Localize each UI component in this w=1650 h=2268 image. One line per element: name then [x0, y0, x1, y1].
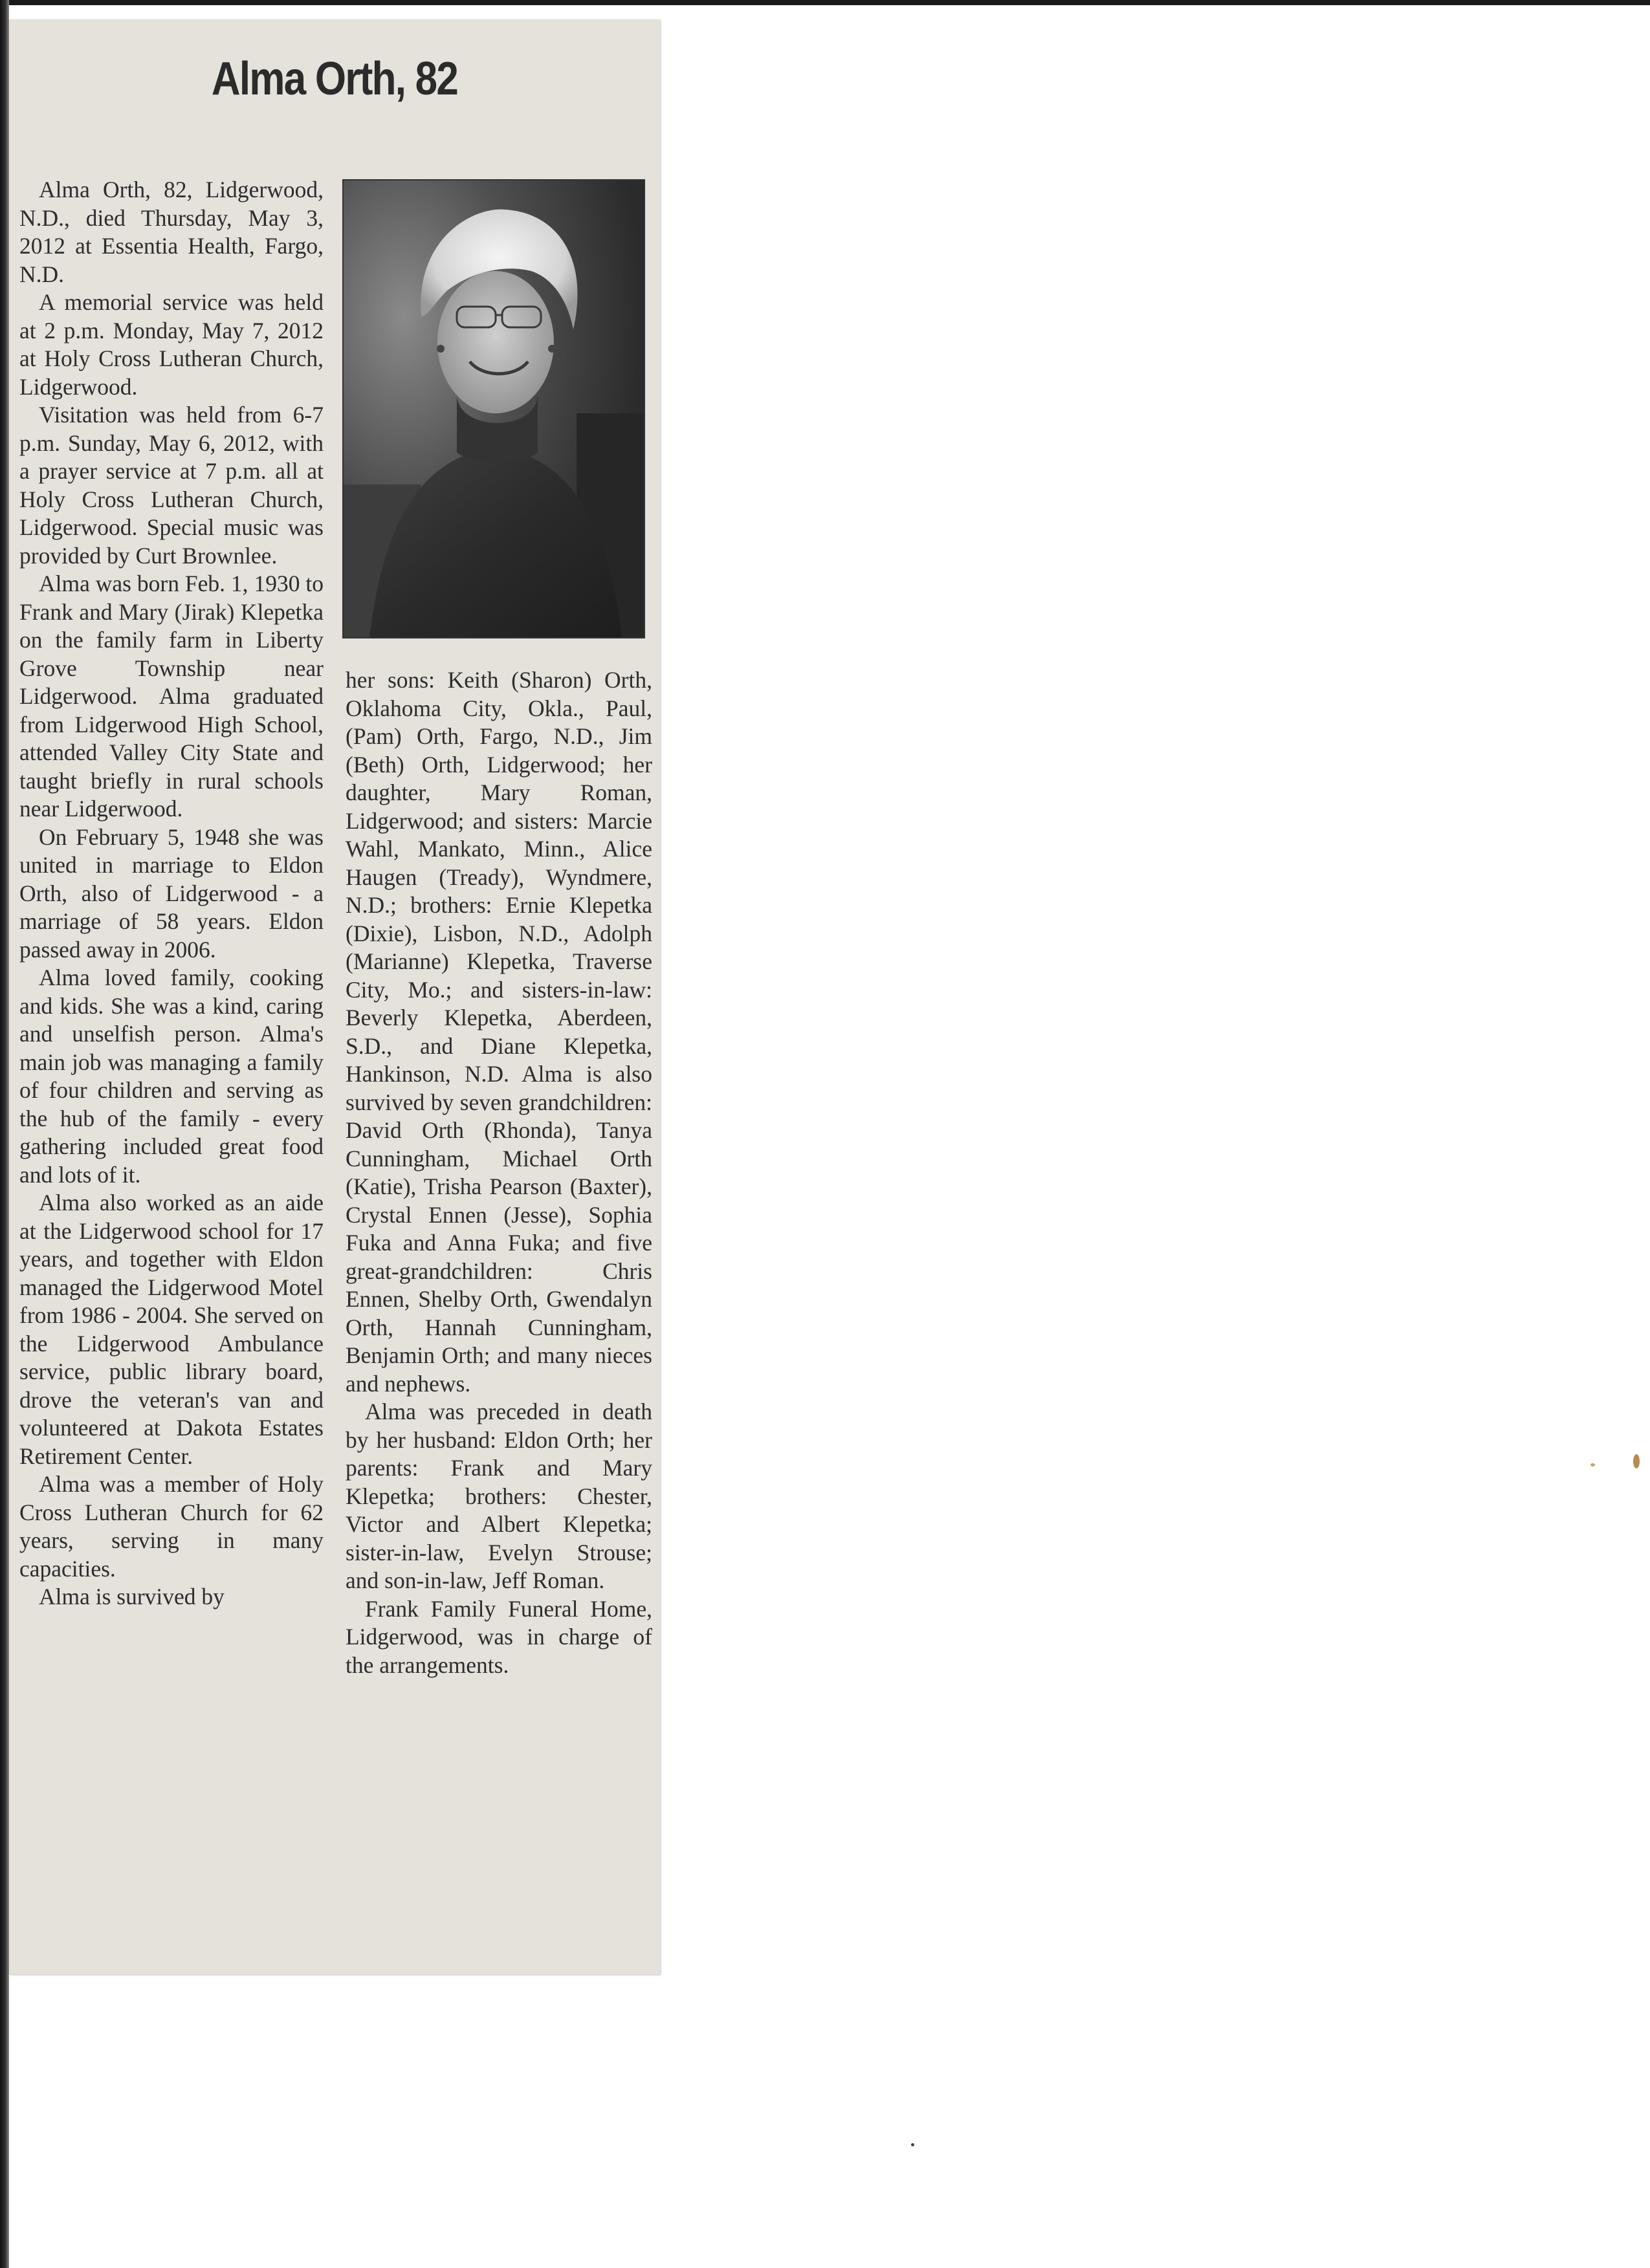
newspaper-clipping	[9, 19, 660, 1974]
obituary-paragraph: Alma Orth, 82, Lidgerwood, N.D., died Thursday, May 3, 2012 at Essentia Health, Fargo, N.D.	[19, 177, 324, 287]
scan-top-edge	[0, 0, 1650, 5]
scan-left-edge	[0, 0, 9, 2268]
obituary-headline: Alma Orth, 82	[211, 53, 458, 105]
obituary-paragraph: Alma was born Feb. 1, 1930 to Frank and Mary (Jirak) Klepetka on the family farm in Liberty Grove Township near Lidgerwood. Alma graduated from Lidgerwood High School, attended Valley City State and taught briefly in rural schools near Lidgerwood.	[19, 571, 324, 822]
paper-stain	[1590, 1463, 1595, 1467]
obituary-paragraph: her sons: Keith (Sharon) Orth, Oklahoma City, Okla., Paul, (Pam) Orth, Fargo, N.D., Jim (Beth) Orth, Lidgerwood; her daughter, Mary Roman, Lidgerwood; and sisters: Marcie Wahl, Mankato, Minn., Alice Haugen (Tready), Wyndmere, N.D.; brothers: Ernie Klepetka (Dixie), Lisbon, N.D., Adolph (Marianne) Klepetka, Traverse City, Mo.; and sisters-in-law: Beverly Klepetka, Aberdeen, S.D., and Diane Klepetka, Hankinson, N.D. Alma is also survived by seven grandchildren: David Orth (Rhonda), Tanya Cunningham, Michael Orth (Katie), Trisha Pearson (Baxter), Crystal Ennen (Jesse), Sophia Fuka and Anna Fuka; and five great-grandchildren: Chris Ennen, Shelby Orth, Gwendalyn Orth, Hannah Cunningham, Benjamin Orth; and many nieces and nephews.	[346, 667, 652, 1397]
obituary-paragraph: Alma is survived by	[39, 1584, 225, 1609]
obituary-paragraph: On February 5, 1948 she was united in marriage to Eldon Orth, also of Lidgerwood - a marriage of 58 years. Eldon passed away in 2006.	[19, 823, 324, 963]
obituary-paragraph: Visitation was held from 6-7 p.m. Sunday, May 6, 2012, with a prayer service at 7 p.m. all at Holy Cross Lutheran Church, Lidgerwood. Special music was provided by Curt Brownlee.	[19, 402, 324, 569]
obituary-left-column	[19, 176, 324, 1611]
obituary-paragraph: Alma was preceded in death by her husband: Eldon Orth; her parents: Frank and Mary Klepetka; brothers: Chester, Victor and Albert Klepetka; sister-in-law, Evelyn Strouse; and son-in-law, Jeff Roman.	[346, 1399, 652, 1593]
obituary-paragraph: A memorial service was held at 2 p.m. Monday, May 7, 2012 at Holy Cross Lutheran Church, Lidgerwood.	[19, 289, 324, 400]
obituary-paragraph: Alma loved family, cooking and kids. She was a kind, caring and unselfish person. Alma's main job was managing a family of four children and serving as the hub of the family - every gathering included great food and lots of it.	[19, 965, 324, 1188]
paper-stain	[1633, 1454, 1640, 1468]
scan-speck	[911, 2143, 914, 2146]
obituary-right-column	[346, 666, 652, 1679]
obituary-paragraph: Alma was a member of Holy Cross Lutheran Church for 62 years, serving in many capacities.	[19, 1471, 324, 1582]
obituary-paragraph: Frank Family Funeral Home, Lidgerwood, was in charge of the arrangements.	[346, 1595, 652, 1678]
portrait-photo	[342, 179, 645, 638]
obituary-paragraph: Alma also worked as an aide at the Lidgerwood school for 17 years, and together with Eldon managed the Lidgerwood Motel from 1986 - 2004. She served on the Lidgerwood Ambulance service, public library board, drove the veteran's van and volunteered at Dakota Estates Retirement Center.	[19, 1190, 324, 1469]
portrait-illustration	[344, 180, 644, 637]
